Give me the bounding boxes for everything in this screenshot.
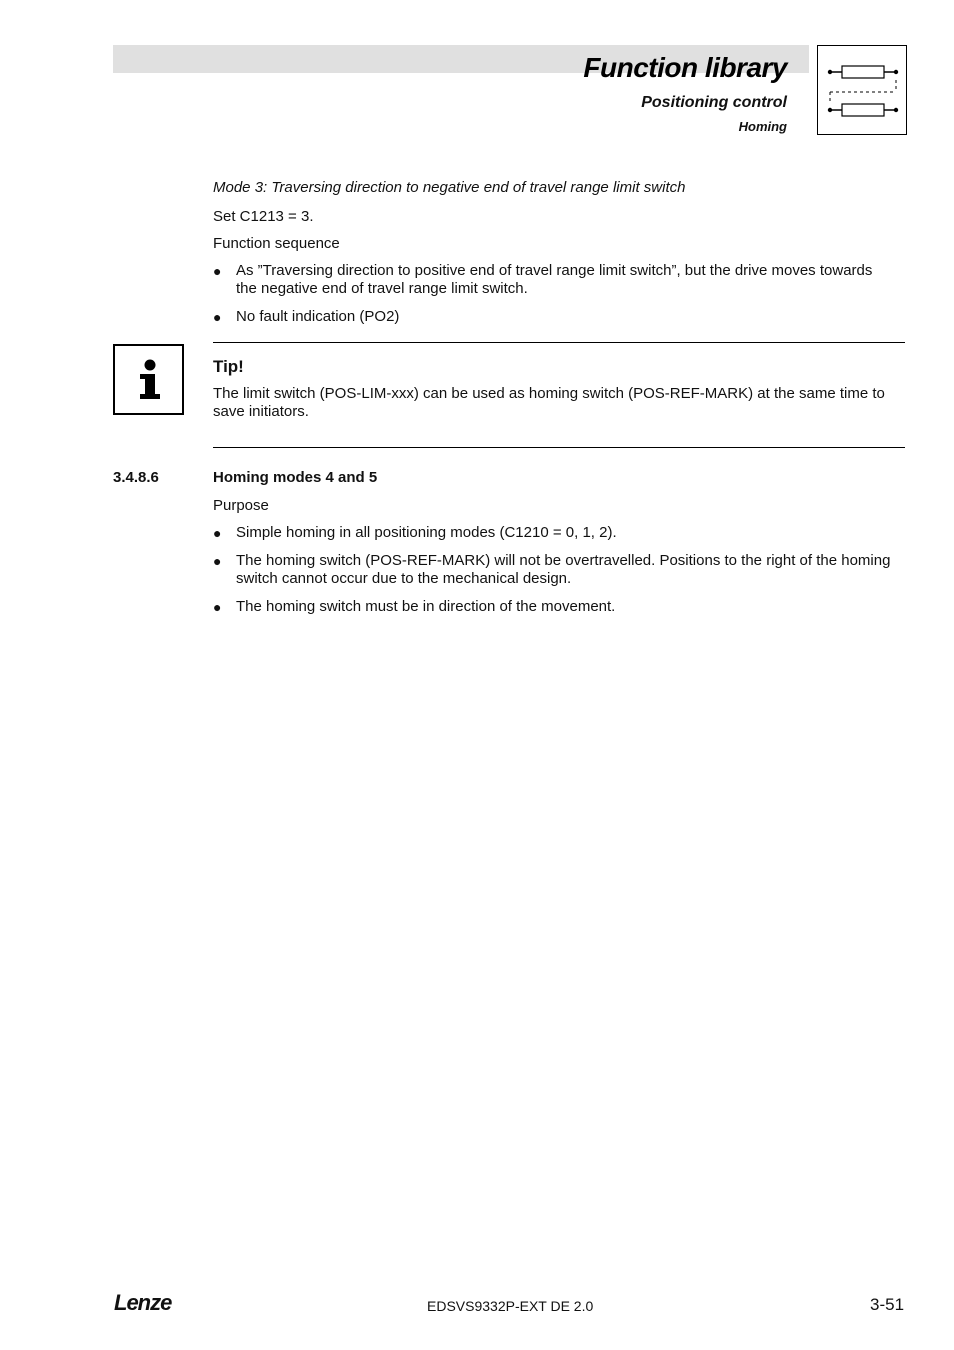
circuit-diagram-icon <box>817 45 907 135</box>
tip-text: The limit switch (POS-LIM-xxx) can be used as homing switch (POS-REF-MARK) at the same time to save initiators. <box>213 385 885 420</box>
mode3-set: Set C1213 = 3. <box>213 208 314 225</box>
section-title: Homing modes 4 and 5 <box>213 469 378 486</box>
list-item: As ”Traversing direction to positive end of travel range limit switch”, but the drive moves towards the negative end of travel range limit switch. <box>236 262 873 297</box>
tip-heading: Tip! <box>213 357 244 376</box>
bullet-icon: ● <box>213 599 222 615</box>
page-subtitle: Positioning control <box>641 94 787 111</box>
page-number: 3-51 <box>870 1295 905 1314</box>
section-number: 3.4.8.6 <box>113 469 159 486</box>
list-item: No fault indication (PO2) <box>236 308 400 325</box>
purpose-label: Purpose <box>213 497 269 514</box>
bullet-icon: ● <box>213 553 222 569</box>
document-id: EDSVS9332P-EXT DE 2.0 <box>427 1298 594 1314</box>
page-subsubtitle: Homing <box>738 119 787 134</box>
divider <box>213 447 905 448</box>
page-title: Function library <box>583 52 787 83</box>
bullet-icon: ● <box>213 263 222 279</box>
bullet-icon: ● <box>213 525 222 541</box>
mode3-heading: Mode 3: Traversing direction to negative end of travel range limit switch <box>213 179 686 196</box>
mode3-sequence-label: Function sequence <box>213 235 340 252</box>
bullet-icon: ● <box>213 309 222 325</box>
lenze-logo: Lenze <box>114 1290 172 1315</box>
list-item: Simple homing in all positioning modes (C1210 = 0, 1, 2). <box>236 524 617 541</box>
divider <box>213 342 905 343</box>
list-item: The homing switch (POS-REF-MARK) will not be overtravelled. Positions to the right of the homing switch cannot occur due to the mechanical design. <box>236 552 891 587</box>
info-icon <box>113 344 184 415</box>
list-item: The homing switch must be in direction of the movement. <box>236 598 616 615</box>
